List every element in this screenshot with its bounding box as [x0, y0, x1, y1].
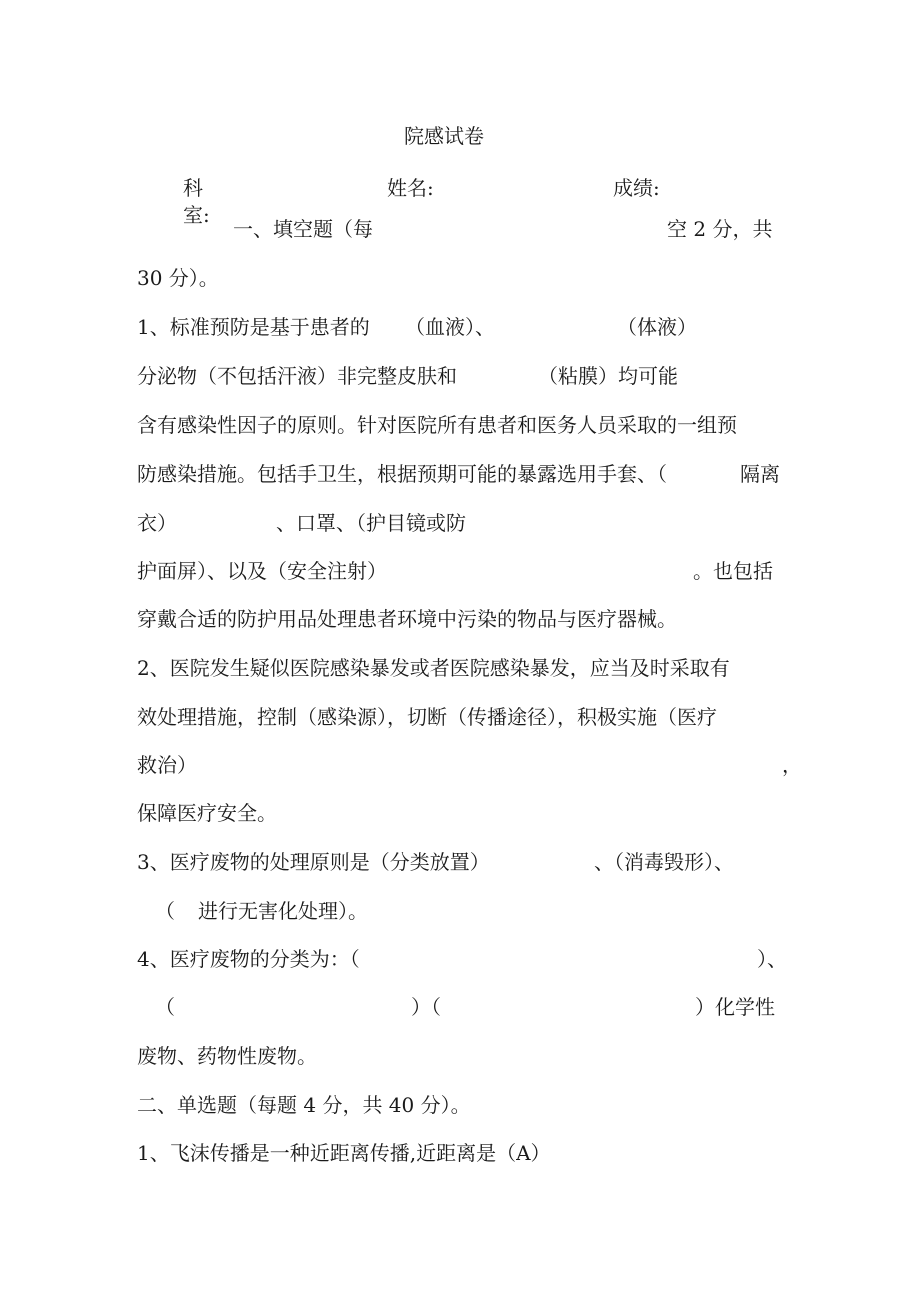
page-title: 院感试卷 — [404, 124, 484, 148]
q1-line1-b: （血液）、 — [405, 315, 495, 339]
q1-line6-a: 护面屏）、以及（安全注射） — [137, 559, 387, 583]
q3-line1-b: 、（消毒毁形）、 — [594, 850, 734, 874]
section2-heading: 二、单选题（每题 4 分，共 40 分）。 — [137, 1093, 471, 1117]
section1-heading-c: 30 分）。 — [137, 266, 219, 290]
q1-line6-b: 。也包括 — [693, 559, 773, 583]
q4-line2-b: ）（ — [411, 995, 441, 1019]
q1-line5-b: 、口罩、（护目镜或防 — [276, 511, 466, 535]
section1-heading-a: 一、填空题（每 — [233, 217, 373, 241]
q1-line2-a: 分泌物（不包括汗液）非完整皮肤和 — [137, 364, 457, 388]
dept-label-2: 室: — [183, 203, 210, 227]
q3-line2-a: （ — [155, 899, 175, 923]
q1-line3: 含有感染性因子的原则。针对医院所有患者和医务人员采取的一组预 — [137, 413, 737, 437]
q1-line1-a: 1、标准预防是基于患者的 — [137, 315, 370, 339]
q3-line1-a: 3、医疗废物的处理原则是（分类放置） — [137, 850, 490, 874]
q1-line2-b: （粘膜）均可能 — [538, 364, 678, 388]
name-label: 姓名: — [387, 176, 434, 200]
q4-line2-c: ）化学性 — [695, 995, 775, 1019]
section1-heading-b: 空 2 分，共 — [667, 217, 773, 241]
q3-line2-b: 进行无害化处理）。 — [198, 899, 368, 923]
q1-line5-a: 衣） — [137, 511, 177, 535]
q4-line1-b: ）、 — [757, 947, 787, 971]
section2-q1: 1、飞沫传播是一种近距离传播,近距离是（A） — [137, 1141, 551, 1165]
q4-line3: 废物、药物性废物。 — [137, 1044, 317, 1068]
q1-line4-a: 防感染措施。包括手卫生，根据预期可能的暴露选用手套、（ — [137, 462, 667, 486]
q4-line1-a: 4、医疗废物的分类为：（ — [137, 947, 360, 971]
q1-line1-c: （体液） — [617, 315, 697, 339]
q2-line2: 效处理措施，控制（感染源），切断（传播途径），积极实施（医疗 — [137, 705, 717, 729]
q1-line4-b: 隔离 — [740, 462, 780, 486]
dept-label-1: 科 — [183, 176, 203, 200]
q2-line1: 2、医院发生疑似医院感染暴发或者医院感染暴发，应当及时采取有 — [137, 656, 730, 680]
q4-line2-a: （ — [155, 995, 175, 1019]
q2-line3-a: 救治） — [137, 753, 197, 777]
q1-line7: 穿戴合适的防护用品处理患者环境中污染的物品与医疗器械。 — [137, 607, 677, 631]
q2-line3-b: ， — [782, 753, 802, 777]
score-label: 成绩: — [613, 176, 660, 200]
q2-line4: 保障医疗安全。 — [137, 801, 277, 825]
